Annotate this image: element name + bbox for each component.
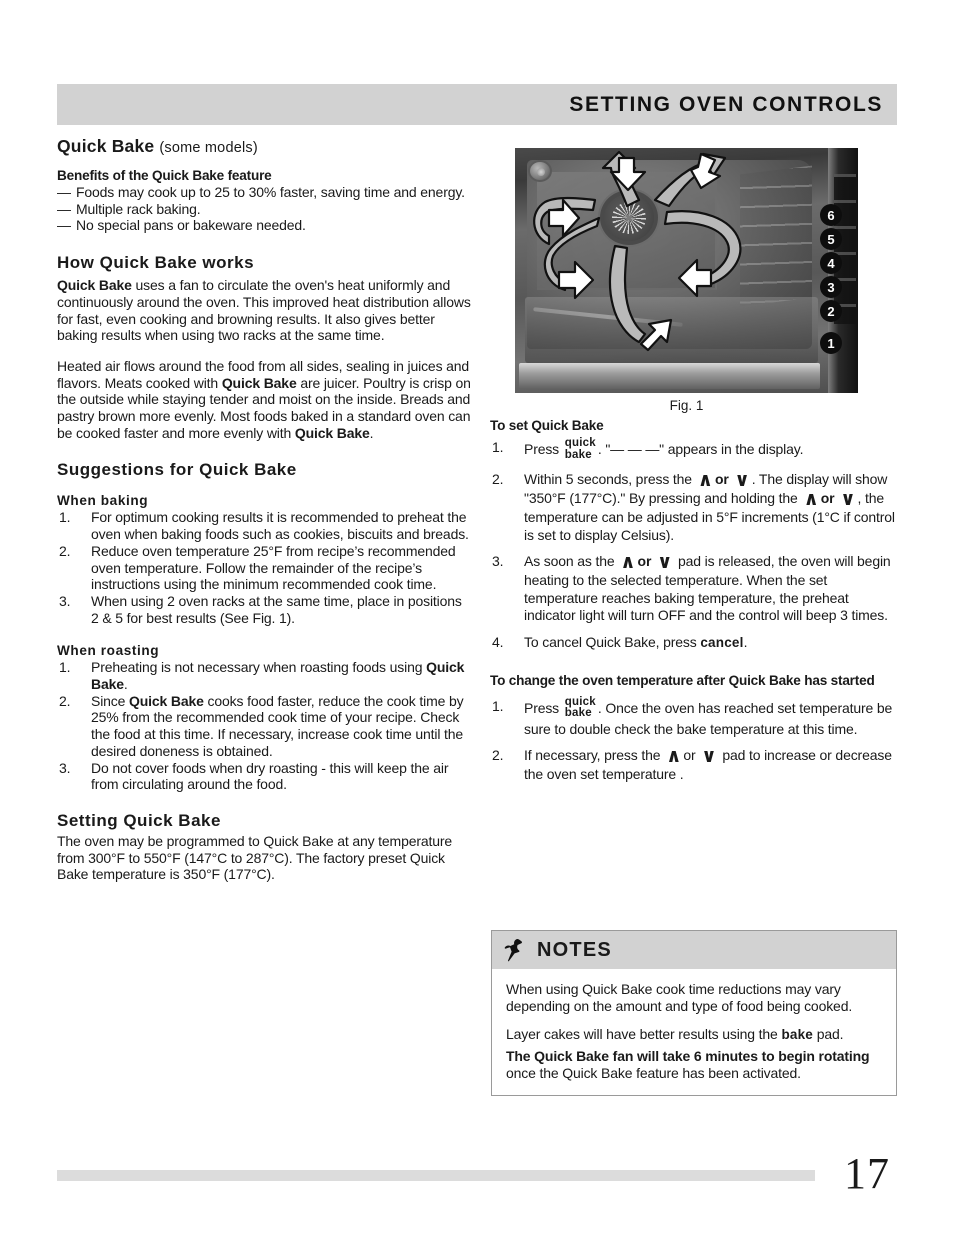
notes-title: NOTES <box>537 938 612 961</box>
list-item-label <box>524 437 804 461</box>
list-item <box>57 760 473 793</box>
list-item-label: When using 2 oven racks at the same time, place in positions 2 & 5 for best results (See Fig. 1). <box>91 592 462 626</box>
oven-interior-photo <box>515 148 858 393</box>
list-number: 2. <box>59 692 71 709</box>
left-column <box>57 136 473 883</box>
list-item <box>57 509 473 542</box>
step-text: pad to increase or decrease the oven set temperature . <box>524 747 892 782</box>
paragraph-text: Since <box>91 692 130 709</box>
rack-badge: 1 <box>820 332 842 354</box>
chevron-up-icon: ∧ <box>697 469 713 491</box>
notes-paragraph-3 <box>506 1048 882 1082</box>
paragraph-text: . <box>123 676 128 693</box>
list-item <box>490 439 900 462</box>
or-label: or <box>637 553 652 569</box>
list-number: 1. <box>492 439 504 455</box>
list-number: 3. <box>59 592 71 609</box>
rack-badge: 3 <box>820 276 842 298</box>
list-number: 1. <box>59 509 71 526</box>
list-number: 2. <box>59 542 71 559</box>
list-item <box>490 471 900 544</box>
paragraph-text: cooks food faster, reduce the cook time by 25% from the recommended cook time of your recipe. Check the food at this time. If necessary, increase cook time until the desired doneness is obtained. <box>91 692 464 759</box>
when-roasting-list <box>57 659 473 793</box>
list-item-label: Reduce oven temperature 25°F from recipe’s recommended oven temperature. Follow the remainder of the recipe’s instructions using the minimum recommended cook time. <box>91 542 456 593</box>
list-item-label <box>524 695 893 737</box>
step-text: . <box>743 633 748 650</box>
dash-bullet: — <box>57 217 71 234</box>
list-number: 1. <box>492 697 504 714</box>
notes-header <box>492 931 896 969</box>
list-item-label: Multiple rack baking. <box>76 200 201 217</box>
cancel-key-label: cancel <box>700 634 744 650</box>
notes-paragraph-2 <box>506 1026 882 1044</box>
list-item-label: Foods may cook up to 25 to 30% faster, saving time and energy. <box>76 184 465 200</box>
paragraph-text: are juicer. Poultry is crisp on the outside while staying tender and moist on the inside. Breads and pastry brown more evenly. Most foods baked in a standard oven can be cooked faster and more evenly with <box>57 374 471 441</box>
figure-caption: Fig. 1 <box>669 398 704 413</box>
step-text: To cancel Quick Bake, press <box>524 633 697 650</box>
step-text: . The display will show "350°F (177°C)." By pressing and holding the <box>524 471 888 506</box>
benefits-heading: Benefits of the Quick Bake feature <box>57 168 272 183</box>
list-number: 2. <box>492 471 504 487</box>
chevron-down-icon: ∨ <box>840 488 856 510</box>
key-line-1: quick <box>564 437 596 449</box>
paragraph-text: uses a fan to circulate the oven's heat uniformly and continuously around the oven. This improved heat distribution allows for fast, even cooking and browning results. It also gives better baking results when using two racks at the same time. <box>57 277 471 344</box>
paragraph-text: Preheating is not necessary when roasting foods using <box>91 659 427 676</box>
list-item <box>490 634 900 652</box>
setting-quick-bake-heading: Setting Quick Bake <box>57 810 221 830</box>
notes-text: Layer cakes will have better results using the <box>506 1025 782 1042</box>
step-text: . Once the oven has reached set temperature be sure to double check the bake temperature at this time. <box>524 699 893 737</box>
bake-key-label: bake <box>781 1026 814 1042</box>
quick-bake-key-label <box>565 697 596 720</box>
list-item <box>57 693 473 760</box>
list-item-label <box>91 659 464 692</box>
to-change-temperature-list <box>490 695 900 784</box>
list-item <box>57 184 473 201</box>
list-number: 1. <box>59 659 71 676</box>
or-label: or <box>820 490 835 506</box>
notes-body <box>492 969 896 1095</box>
key-line-1: quick <box>564 695 596 708</box>
key-line-2: bake <box>564 448 592 461</box>
page-title <box>57 136 473 157</box>
list-item <box>490 747 900 784</box>
chevron-down-icon: ∨ <box>657 551 673 573</box>
to-change-temperature-heading: To change the oven temperature after Quick Bake has started <box>490 673 875 688</box>
page-header-band <box>57 84 897 125</box>
chevron-down-icon: ∨ <box>701 745 717 767</box>
paragraph-text: . <box>369 424 374 441</box>
when-baking-heading: When baking <box>57 493 149 509</box>
dash-bullet: — <box>57 200 71 217</box>
rack-badge: 6 <box>820 204 842 226</box>
how-quick-bake-works-heading: How Quick Bake works <box>57 253 255 273</box>
step-text: pad is released, the oven will begin heating to the selected temperature. When the set temperature reaches baking temperature, the preheat indicator light will turn OFF and the control will beep 3 times. <box>524 553 891 623</box>
to-set-quick-bake-list <box>490 439 900 651</box>
inline-bold-quick-bake: Quick Bake <box>221 374 297 391</box>
notes-bold-text: The Quick Bake fan will take 6 minutes to begin rotating <box>506 1048 870 1065</box>
footer-band <box>57 1170 815 1181</box>
to-set-quick-bake-heading: To set Quick Bake <box>490 418 604 433</box>
chevron-up-icon: ∧ <box>666 745 682 767</box>
list-item-label <box>524 553 891 623</box>
inline-bold-quick-bake: Quick Bake <box>91 659 465 693</box>
chevron-up-icon: ∧ <box>620 551 636 573</box>
inline-bold-quick-bake: Quick Bake <box>294 424 370 441</box>
when-roasting-heading: When roasting <box>57 643 160 659</box>
list-item <box>57 217 473 234</box>
notes-box <box>491 930 897 1096</box>
step-text: , the temperature can be adjusted in 5°F increments (1°C if control is set to display Celsius). <box>524 490 895 543</box>
rack-badge: 5 <box>820 228 842 250</box>
list-item-label: For optimum cooking results it is recommended to preheat the oven when baking foods such as cookies, biscuits and breads. <box>91 509 469 543</box>
list-item <box>490 695 900 739</box>
page-number: 17 <box>844 1149 890 1198</box>
list-item <box>57 593 473 626</box>
benefits-list <box>57 184 473 234</box>
step-text: As soon as the <box>524 553 615 569</box>
when-baking-list <box>57 509 473 626</box>
or-label: or <box>714 471 729 487</box>
page-title-main: Quick Bake <box>57 136 155 156</box>
dash-bullet: — <box>57 184 71 200</box>
step-text: . "— — —" appears in the display. <box>597 441 804 458</box>
or-label: or <box>683 747 696 763</box>
page-title-sub: (some models) <box>159 140 258 156</box>
list-item-label <box>91 693 463 759</box>
how-it-works-paragraph-1 <box>57 277 473 344</box>
chevron-up-icon: ∧ <box>803 488 819 510</box>
setting-quick-bake-paragraph: The oven may be programmed to Quick Bake at any temperature from 300°F to 550°F (147°C to 287°C). The factory preset Quick Bake temperature is 350°F (177°C). <box>57 832 453 883</box>
notes-text: once the Quick Bake feature has been activated. <box>506 1065 801 1082</box>
list-number: 3. <box>59 759 71 776</box>
step-text: Within 5 seconds, press the <box>524 471 692 487</box>
chevron-down-icon: ∨ <box>734 469 750 491</box>
inline-bold-quick-bake: Quick Bake <box>129 692 204 709</box>
notes-text: pad. <box>813 1025 844 1042</box>
quick-bake-key-label <box>565 438 596 461</box>
right-column <box>490 418 900 784</box>
list-item-label: Do not cover foods when dry roasting - this will keep the air from circulating around the food. <box>91 759 449 793</box>
rack-position-badges <box>820 204 842 354</box>
step-text: Press <box>524 441 560 458</box>
step-text: If necessary, press the <box>524 747 661 763</box>
page-header-title: SETTING OVEN CONTROLS <box>569 92 883 116</box>
rack-badge: 2 <box>820 300 842 322</box>
paragraph-text: Heated air flows around the food from all sides, sealing in juices and flavors. Meats cooked with <box>57 357 470 391</box>
step-text: Press <box>524 699 560 716</box>
list-item <box>57 659 473 692</box>
list-number: 3. <box>492 553 504 569</box>
notes-paragraph-1: When using Quick Bake cook time reductions may vary depending on the amount and type of food being cooked. <box>506 981 853 1014</box>
airflow-arrows-icon <box>515 148 858 393</box>
pushpin-icon <box>504 938 524 962</box>
key-line-2: bake <box>564 707 592 719</box>
list-number: 4. <box>492 633 504 650</box>
oven-figure <box>515 148 858 393</box>
list-item <box>490 553 900 625</box>
list-item-label <box>524 471 895 543</box>
list-item-label <box>524 634 747 650</box>
list-item-label: No special pans or bakeware needed. <box>76 217 306 234</box>
rack-badge: 4 <box>820 252 842 274</box>
list-item <box>57 543 473 593</box>
list-number: 2. <box>492 747 504 763</box>
inline-bold-quick-bake: Quick Bake <box>57 277 132 294</box>
list-item-label <box>524 747 892 782</box>
suggestions-heading: Suggestions for Quick Bake <box>57 460 297 480</box>
list-item <box>57 201 473 218</box>
how-it-works-paragraph-2 <box>57 358 473 442</box>
